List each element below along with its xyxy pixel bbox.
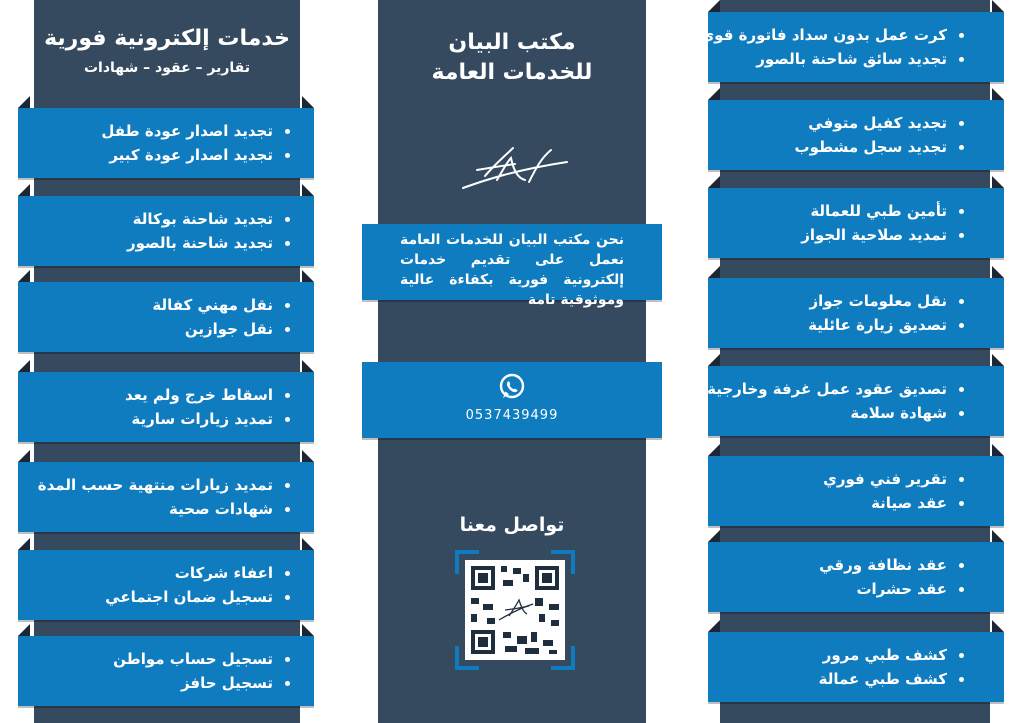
service-band (708, 100, 1004, 170)
signature-logo (455, 140, 575, 200)
service-item: تسجيل ضمان اجتماعي (18, 585, 314, 609)
service-item: تقرير فني فوري (708, 467, 1004, 491)
phone-number[interactable]: 0537439499 (465, 408, 559, 423)
service-band (18, 462, 314, 532)
service-item: شهادات صحية (18, 497, 314, 521)
service-item: تجديد سجل مشطوب (708, 135, 1004, 159)
service-band (708, 188, 1004, 258)
service-item: تأمين طبي للعمالة (708, 199, 1004, 223)
office-title (378, 28, 646, 88)
service-item: تجديد سائق شاحنة بالصور (708, 47, 1004, 71)
service-band (18, 196, 314, 266)
service-item: تجديد شاحنة بالصور (18, 231, 314, 255)
service-item: تجديد اصدار عودة طفل (18, 119, 314, 143)
about-text: نحن مكتب البيان للخدمات العامة نعمل على تقديم خدمات إلكترونية فورية بكفاءة عالية وموثوقية تامة (362, 224, 662, 300)
service-item: تمديد زيارات منتهية حسب المدة (18, 473, 314, 497)
service-item: شهادة سلامة (708, 401, 1004, 425)
service-item: تصديق عقود عمل غرفة وخارجية (708, 377, 1004, 401)
office-title-line1: مكتب البيان (448, 30, 576, 55)
service-item: كشف طبي مرور (708, 643, 1004, 667)
service-band (708, 278, 1004, 348)
service-item: تجديد شاحنة بوكالة (18, 207, 314, 231)
service-item: عقد حشرات (708, 577, 1004, 601)
service-item: تمديد صلاحية الجواز (708, 223, 1004, 247)
service-item: اعفاء شركات (18, 561, 314, 585)
left-panel-title: خدمات إلكترونية فورية (44, 26, 290, 51)
service-band (708, 366, 1004, 436)
service-item: نقل معلومات جواز (708, 289, 1004, 313)
service-item: تسجيل حافز (18, 671, 314, 695)
service-item: تصديق زيارة عائلية (708, 313, 1004, 337)
service-item: كرت عمل بدون سداد فاتورة قوى (708, 23, 1004, 47)
service-band (708, 542, 1004, 612)
service-item: نقل جوازين (18, 317, 314, 341)
service-item: تجديد اصدار عودة كبير (18, 143, 314, 167)
service-band (18, 372, 314, 442)
service-band (18, 282, 314, 352)
office-title-line2: للخدمات العامة (431, 60, 593, 85)
contact-band (362, 362, 662, 438)
service-item: تجديد كفيل متوفي (708, 111, 1004, 135)
service-item: اسقاط خرج ولم يعد (18, 383, 314, 407)
service-band (18, 550, 314, 620)
service-band (708, 632, 1004, 702)
service-item: نقل مهني كفالة (18, 293, 314, 317)
left-panel-subtitle: تقارير – عقود – شهادات (83, 60, 251, 76)
service-item: عقد صيانة (708, 491, 1004, 515)
service-band (18, 108, 314, 178)
service-item: كشف طبي عمالة (708, 667, 1004, 691)
service-item: تمديد زيارات سارية (18, 407, 314, 431)
contact-title: تواصل معنا (459, 514, 565, 536)
service-item: تسجيل حساب مواطن (18, 647, 314, 671)
service-item: عقد نظافة ورقي (708, 553, 1004, 577)
service-band (708, 456, 1004, 526)
qr-image (465, 560, 565, 660)
whatsapp-icon[interactable] (497, 372, 527, 402)
service-band (700, 12, 1004, 82)
qr-code[interactable] (455, 550, 575, 670)
service-band (18, 636, 314, 706)
